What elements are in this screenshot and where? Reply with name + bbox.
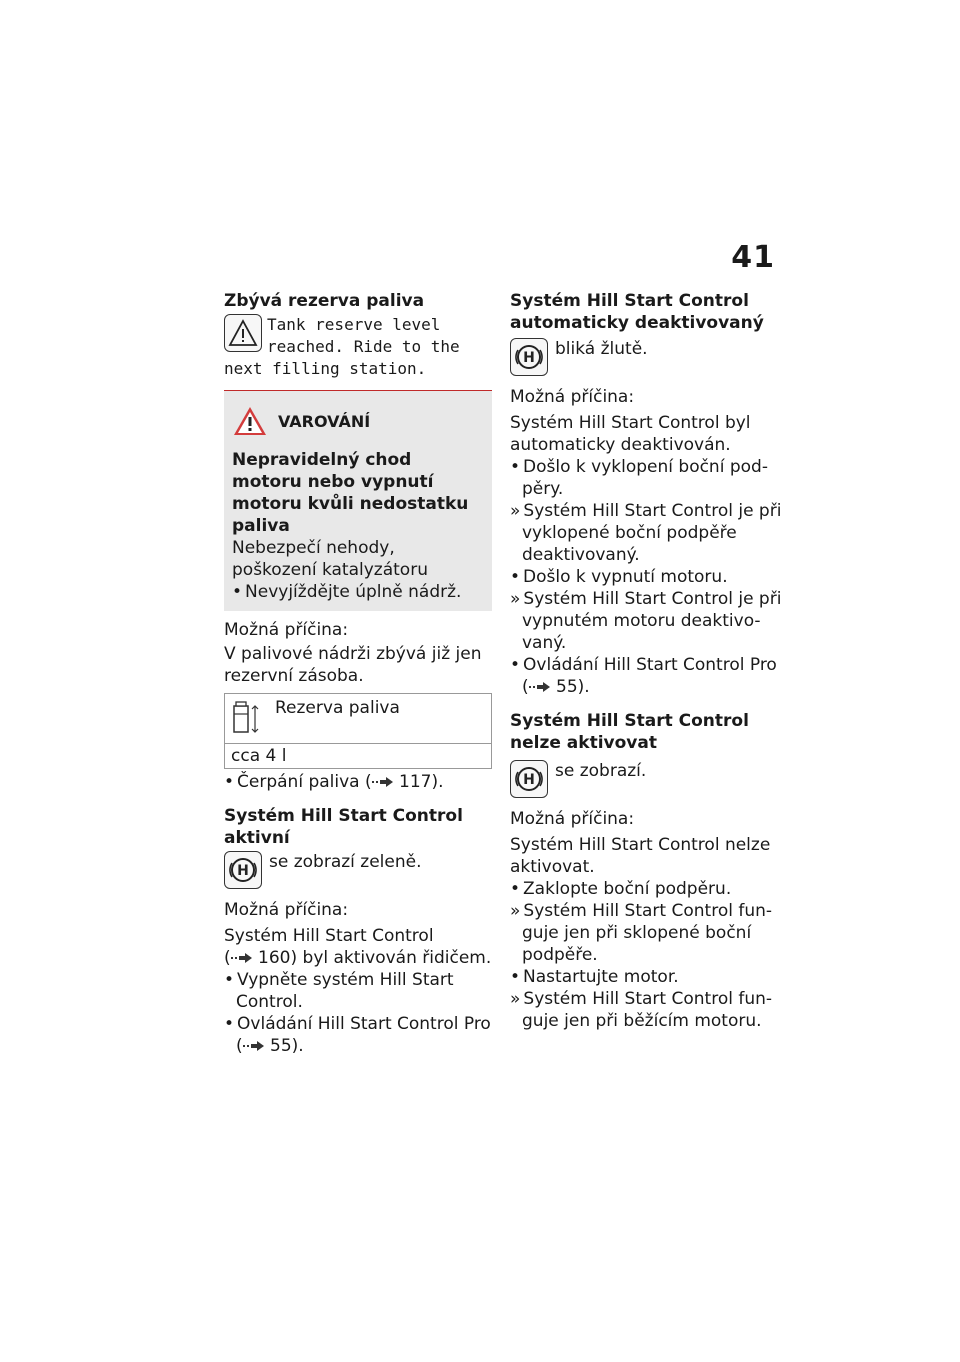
cause-text: V palivové nádrži zbývá již jen rezervní zásoba.	[224, 644, 482, 686]
fuel-reserve-message-row	[224, 314, 492, 358]
section-title-hsc-auto-deactivated: Systém Hill Start Control automaticky deaktivovaný	[510, 291, 764, 333]
hill-start-icon	[224, 851, 262, 889]
warning-icon	[232, 405, 268, 437]
hsc-auto-result-1: » Systém Hill Start Control je při vyklopené boční podpěře deaktivovaný.	[510, 500, 782, 566]
message-line-1: Tank reserve level	[267, 315, 441, 334]
cause-line-1: Systém Hill Start Control	[224, 926, 434, 946]
hsc-auto-text: bliká žlutě.	[555, 339, 648, 359]
hsc-cannot-bullet-1: • Zaklopte boční podpěru.	[510, 878, 782, 900]
svg-text:H: H	[523, 350, 535, 366]
svg-text:H: H	[523, 772, 535, 788]
hsc-bullet-2[interactable]: • Ovládání Hill Start Control Pro ( 55).	[224, 1013, 492, 1057]
cause-label: Možná příčina:	[224, 620, 349, 640]
cause-label-4: Možná příčina:	[510, 809, 635, 829]
fuel-gauge-icon	[231, 698, 263, 738]
hsc-cannot-text: se zobrazí.	[555, 761, 647, 781]
warning-title: Nepravidelný chod motoru nebo vypnutí motoru kvůli nedostatku paliva	[232, 450, 469, 536]
hsc-active-text: se zobrazí zeleně.	[269, 852, 422, 872]
hsc-cannot-row	[510, 760, 782, 798]
page-reference-arrow-icon	[529, 681, 551, 693]
right-column	[510, 290, 782, 1032]
spec-header	[225, 694, 491, 744]
hsc-cannot-bullet-2: • Nastartujte motor.	[510, 966, 782, 988]
cause-label-2: Možná příčina:	[224, 900, 349, 920]
warning-triangle-icon	[224, 314, 262, 352]
cause-text-4: Systém Hill Start Control nelze aktivovat.	[510, 835, 771, 877]
hill-start-icon	[510, 760, 548, 798]
message-line-2: reached. Ride to the	[267, 337, 460, 356]
section-title-fuel-reserve: Zbývá rezerva paliva	[224, 291, 425, 311]
hsc-auto-row	[510, 338, 782, 376]
cause-label-3: Možná příčina:	[510, 387, 635, 407]
page-reference-arrow-icon	[372, 776, 394, 788]
warning-header	[232, 405, 484, 437]
hsc-auto-bullet-1: • Došlo k vyklopení boční pod-pěry.	[510, 456, 782, 500]
spec-table	[224, 693, 492, 769]
message-line-3: next filling station.	[224, 359, 427, 378]
cause-line-2[interactable]: ( 160) byl aktivován řidičem.	[224, 948, 492, 968]
hsc-bullet-1: • Vypněte systém Hill Start Control.	[224, 969, 492, 1013]
page-number: 41	[731, 240, 775, 275]
hsc-cannot-result-1: » Systém Hill Start Control fun-guje jen při sklopené boční podpěře.	[510, 900, 782, 966]
hsc-cannot-result-2: » Systém Hill Start Control fun-guje jen při běžícím motoru.	[510, 988, 782, 1032]
warning-bullet: • Nevyjíždějte úplně nádrž.	[232, 581, 484, 603]
warning-box	[224, 390, 492, 611]
hsc-auto-result-2: » Systém Hill Start Control je při vypnutém motoru deaktivo-vaný.	[510, 588, 782, 654]
hsc-active-row	[224, 851, 492, 889]
hill-start-icon	[510, 338, 548, 376]
hsc-auto-bullet-3[interactable]: • Ovládání Hill Start Control Pro ( 55).	[510, 654, 782, 698]
left-column	[224, 290, 492, 1057]
cause-text-3: Systém Hill Start Control byl automaticky deaktivován.	[510, 413, 751, 455]
section-title-hsc-cannot-activate: Systém Hill Start Control nelze aktivovat	[510, 711, 749, 753]
hsc-auto-bullet-2: • Došlo k vypnutí motoru.	[510, 566, 782, 588]
fuel-bullet[interactable]: • Čerpání paliva ( 117).	[224, 771, 492, 793]
page-reference-arrow-icon	[231, 952, 253, 964]
warning-label: VAROVÁNÍ	[278, 411, 371, 431]
spec-label: Rezerva paliva	[275, 698, 400, 718]
warning-body: Nebezpečí nehody, poškození katalyzátoru	[232, 538, 428, 580]
page-reference-arrow-icon	[243, 1040, 265, 1052]
section-title-hsc-active: Systém Hill Start Control aktivní	[224, 806, 463, 848]
spec-value: cca 4 l	[231, 746, 287, 766]
svg-text:H: H	[237, 863, 249, 879]
